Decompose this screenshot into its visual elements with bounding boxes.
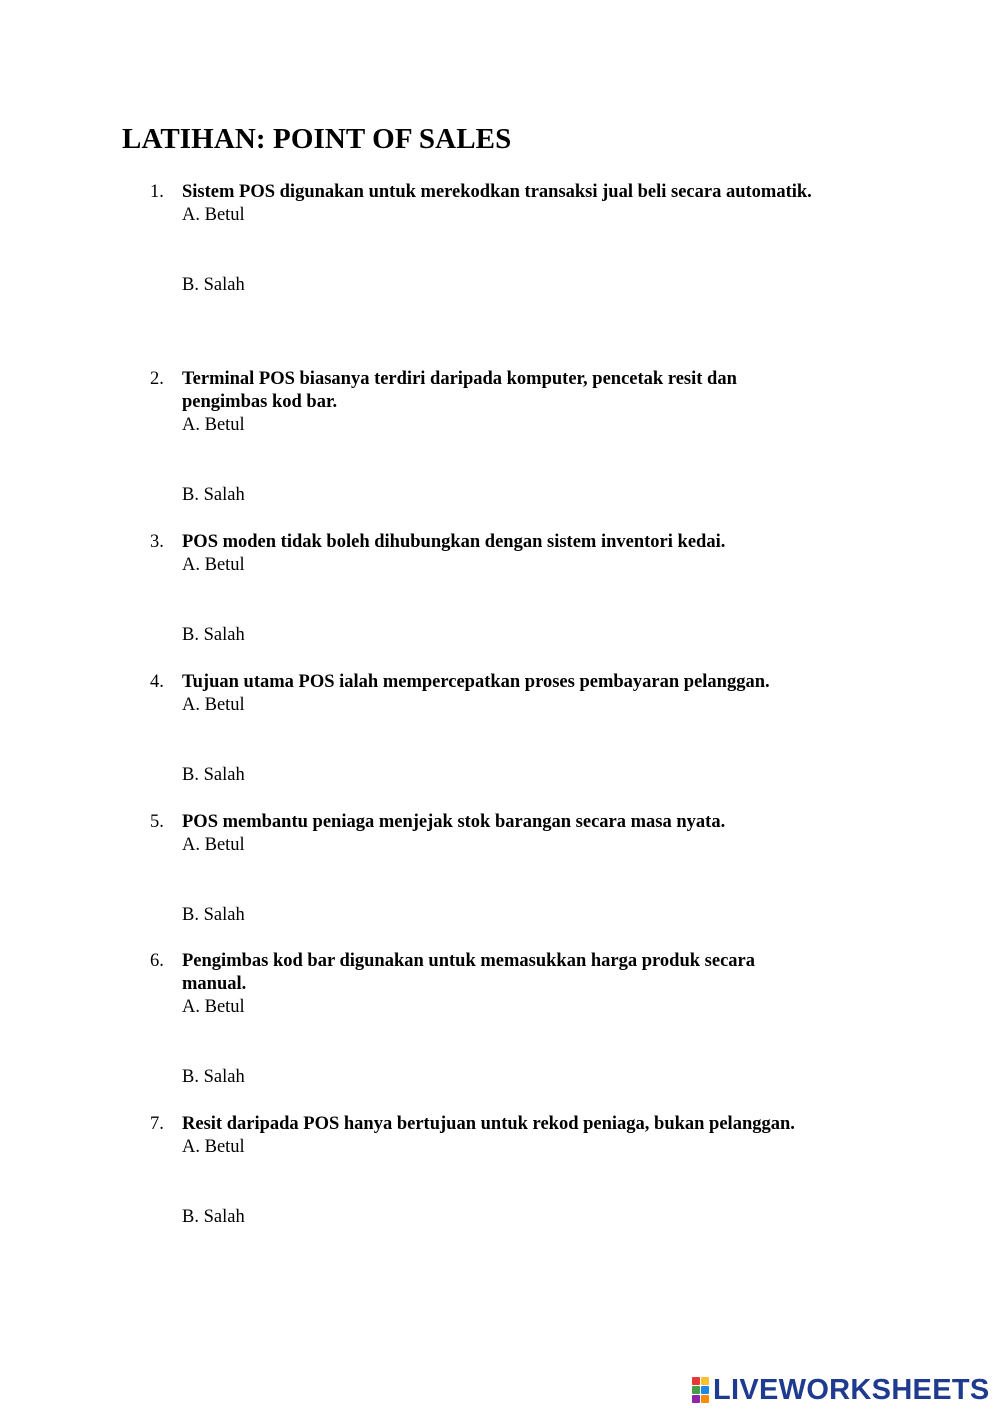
option-a[interactable]: A. Betul [182, 555, 245, 575]
option-b[interactable]: B. Salah [182, 625, 245, 645]
question-number: 3. [150, 532, 164, 552]
option-a[interactable]: A. Betul [182, 415, 245, 435]
option-a[interactable]: A. Betul [182, 835, 245, 855]
liveworksheets-mark-icon [692, 1377, 710, 1403]
option-b[interactable]: B. Salah [182, 1207, 245, 1227]
option-b[interactable]: B. Salah [182, 485, 245, 505]
liveworksheets-logo [692, 1374, 990, 1406]
question-text: Sistem POS digunakan untuk merekodkan transaksi jual beli secara automatik. [182, 182, 812, 202]
question-text: POS moden tidak boleh dihubungkan dengan sistem inventori kedai. [182, 532, 726, 552]
option-a[interactable]: A. Betul [182, 695, 245, 715]
question-text: Resit daripada POS hanya bertujuan untuk rekod peniaga, bukan pelanggan. [182, 1114, 795, 1134]
option-a[interactable]: A. Betul [182, 205, 245, 225]
question-text: Tujuan utama POS ialah mempercepatkan proses pembayaran pelanggan. [182, 672, 770, 692]
question-number: 7. [150, 1114, 164, 1134]
option-b[interactable]: B. Salah [182, 1067, 245, 1087]
option-a[interactable]: A. Betul [182, 997, 245, 1017]
option-b[interactable]: B. Salah [182, 905, 245, 925]
question-number: 4. [150, 672, 164, 692]
question-number: 5. [150, 812, 164, 832]
question-number: 2. [150, 369, 164, 389]
question-text: Terminal POS biasanya terdiri daripada komputer, pencetak resit dan pengimbas kod bar. [182, 369, 737, 412]
logo-text: LIVEWORKSHEETS [713, 1374, 990, 1406]
question-text: Pengimbas kod bar digunakan untuk memasukkan harga produk secara manual. [182, 951, 755, 994]
option-a[interactable]: A. Betul [182, 1137, 245, 1157]
question-number: 1. [150, 182, 164, 202]
question-number: 6. [150, 951, 164, 971]
page-title: LATIHAN: POINT OF SALES [122, 123, 512, 155]
question-text: POS membantu peniaga menjejak stok barangan secara masa nyata. [182, 812, 726, 832]
option-b[interactable]: B. Salah [182, 765, 245, 785]
option-b[interactable]: B. Salah [182, 275, 245, 295]
